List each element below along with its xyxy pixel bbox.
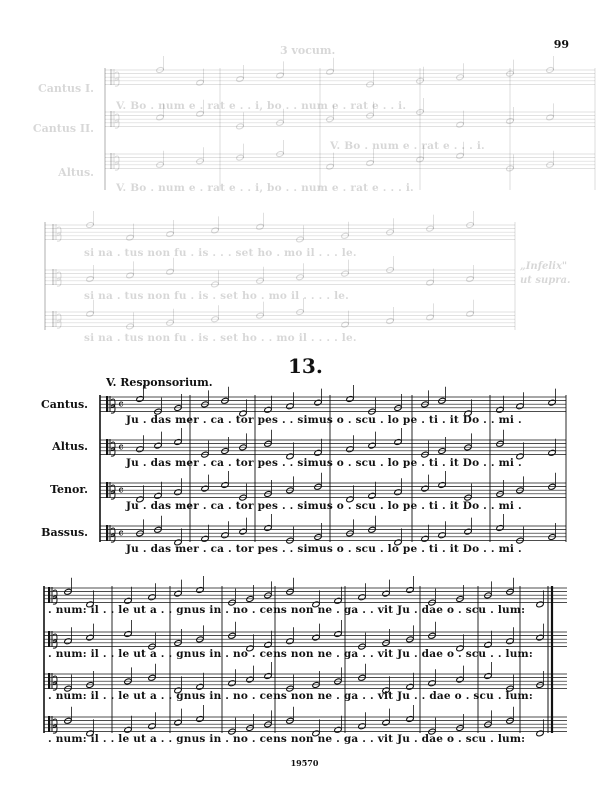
lyric-s2-altus: . num: il . . le ut a . . gnus in . no . cens non ne . ga . . vit Ju . dae o . scu . . lum: — [48, 648, 533, 660]
note — [438, 482, 446, 489]
page-number: 99 — [553, 38, 569, 51]
note — [536, 601, 544, 608]
note — [464, 528, 472, 535]
note — [136, 496, 144, 503]
clef-icon — [110, 396, 111, 412]
clef-icon — [57, 272, 61, 286]
note — [174, 590, 182, 597]
clef-icon — [57, 227, 61, 241]
note — [239, 410, 247, 417]
note — [196, 587, 204, 594]
clef-icon — [115, 72, 119, 86]
clef-icon — [56, 311, 57, 327]
clef-icon — [106, 396, 108, 412]
bleed-voice-3: Altus. — [58, 166, 94, 179]
bleed-side-note: „Infelix" ut supra. — [520, 261, 571, 286]
plate-number: 19570 — [290, 758, 319, 768]
note — [536, 730, 544, 737]
bleed-lyric-4: si na . tus non fu . is . . . set ho . mo il . . . le. — [84, 247, 357, 259]
voice-label-altus: Altus. — [52, 440, 88, 453]
note — [221, 532, 229, 539]
voice-label-tenor: Tenor. — [50, 483, 88, 496]
note — [124, 726, 132, 733]
lyric-s1-altus: Ju . das mer . ca . tor pes . . simus o . scu . lo pe . ti . it Do . . mi . — [126, 457, 522, 469]
note — [496, 525, 504, 532]
note — [312, 634, 320, 641]
clef-icon — [52, 269, 54, 285]
note — [536, 634, 544, 641]
common-time-icon: 𝄴 — [118, 484, 124, 499]
note — [421, 535, 429, 542]
clef-icon — [114, 111, 115, 127]
voice-label-bassus: Bassus. — [41, 526, 88, 539]
bleed-lyric-2: V. Bo . num e . rat e . . . i. — [330, 140, 485, 152]
note — [516, 453, 524, 460]
note — [382, 590, 390, 597]
note — [496, 406, 504, 413]
clef-icon — [114, 153, 115, 169]
note — [394, 439, 402, 446]
clef-icon — [111, 485, 115, 499]
note — [516, 403, 524, 410]
note — [326, 163, 334, 170]
note — [246, 645, 254, 652]
note — [334, 597, 342, 604]
note — [334, 726, 342, 733]
bleed-lyric-1: V. Bo . num e . rat e . . i, bo . . num e . rat e . . i. — [116, 100, 407, 112]
note — [368, 492, 376, 499]
clef-icon — [115, 156, 119, 170]
note — [286, 403, 294, 410]
note — [276, 72, 284, 79]
lyric-s1-tenor: Ju . das mer . ca . tor pes . . simus o . scu . lo pe . ti . it Do . . mi . — [126, 500, 522, 512]
note — [174, 687, 182, 694]
note — [211, 227, 219, 234]
rubric: V. Responsorium. — [106, 376, 213, 389]
clef-icon — [52, 311, 54, 327]
note — [394, 539, 402, 546]
note — [314, 399, 322, 406]
note — [148, 594, 156, 601]
note — [366, 160, 374, 167]
note — [264, 673, 272, 680]
note — [196, 683, 204, 690]
note — [196, 110, 204, 117]
note — [484, 641, 492, 648]
note — [154, 442, 162, 449]
note — [406, 587, 414, 594]
clef-icon — [53, 719, 57, 733]
note — [456, 676, 464, 683]
note — [239, 528, 247, 535]
note — [174, 719, 182, 726]
note — [382, 719, 390, 726]
bleed-lyric-5: si na . tus non fu . is . set ho . mo il . . . . le. — [84, 290, 349, 302]
note — [246, 676, 254, 683]
note — [64, 638, 72, 645]
clef-icon — [111, 442, 115, 456]
clef-icon — [52, 631, 53, 647]
clef-icon — [48, 587, 50, 603]
note — [456, 121, 464, 128]
note — [126, 272, 134, 279]
note — [148, 723, 156, 730]
note — [406, 716, 414, 723]
common-time-icon: 𝄴 — [118, 398, 124, 413]
lyric-s1-cantus: Ju . das mer . ca . tor pes . . simus o . scu . lo pe . ti . it Do . . mi . — [126, 414, 522, 426]
note — [201, 535, 209, 542]
note — [86, 276, 94, 283]
note — [548, 449, 556, 456]
clef-icon — [56, 224, 57, 240]
note — [126, 234, 134, 241]
clef-icon — [114, 69, 115, 85]
note — [312, 730, 320, 737]
clef-icon — [52, 716, 53, 732]
lyric-s1-bassus: Ju . das mer . ca . tor pes . . simus o . scu . lo pe . ti . it Do . . mi . — [126, 543, 522, 555]
note — [264, 406, 272, 413]
note — [124, 631, 132, 638]
clef-icon — [52, 587, 53, 603]
note — [136, 446, 144, 453]
note — [426, 279, 434, 286]
clef-icon — [111, 399, 115, 413]
common-time-icon: 𝄴 — [118, 441, 124, 456]
note — [394, 489, 402, 496]
note — [456, 152, 464, 159]
note — [86, 634, 94, 641]
clef-icon — [110, 439, 111, 455]
bleed-lyric-3: V. Bo . num e . rat e . . i, bo . . num e . rat e . . . i. — [116, 182, 414, 194]
note — [546, 114, 554, 121]
note — [174, 489, 182, 496]
common-time-icon: 𝄴 — [118, 527, 124, 542]
clef-icon — [48, 673, 50, 689]
note — [334, 631, 342, 638]
note — [456, 645, 464, 652]
note — [358, 594, 366, 601]
note — [466, 276, 474, 283]
note — [326, 68, 334, 75]
clef-icon — [110, 482, 111, 498]
clef-icon — [111, 528, 115, 542]
clef-icon — [110, 153, 112, 169]
clef-icon — [52, 224, 54, 240]
clef-icon — [110, 525, 111, 541]
note — [428, 680, 436, 687]
note — [264, 525, 272, 532]
note — [548, 399, 556, 406]
clef-icon — [48, 631, 50, 647]
lyric-s2-bassus: . num: il . . le ut a . . gnus in . no . cens non ne . ga . . vit Ju . dae o . scu . lum: — [48, 733, 526, 745]
note — [86, 601, 94, 608]
piece-number: 13. — [288, 354, 323, 378]
note — [228, 680, 236, 687]
lyric-s2-tenor: . num: il . . le ut a . . gnus in . no . cens non ne . ga . . vit Ju . . dae o . scu . lum: — [48, 690, 533, 702]
note — [166, 231, 174, 238]
voice-label-cantus: Cantus. — [41, 398, 88, 411]
note — [156, 114, 164, 121]
note — [124, 597, 132, 604]
note — [196, 79, 204, 86]
note — [382, 687, 390, 694]
note — [358, 723, 366, 730]
clef-icon — [53, 676, 57, 690]
clef-icon — [110, 111, 112, 127]
note — [484, 673, 492, 680]
clef-icon — [106, 525, 108, 541]
note — [286, 453, 294, 460]
note — [426, 314, 434, 321]
clef-icon — [106, 482, 108, 498]
note — [506, 638, 514, 645]
note — [174, 439, 182, 446]
clef-icon — [57, 314, 61, 328]
note — [154, 492, 162, 499]
note — [386, 318, 394, 325]
note — [438, 532, 446, 539]
note — [314, 449, 322, 456]
note — [166, 268, 174, 275]
note — [406, 683, 414, 690]
clef-icon — [110, 69, 112, 85]
note — [341, 321, 349, 328]
bleed-heading: 3 vocum. — [280, 44, 336, 57]
note — [86, 310, 94, 317]
note — [464, 410, 472, 417]
note — [174, 539, 182, 546]
lyric-s2-cantus: . num: il . . le ut a . . gnus in . no . cens non ne . ga . . vit Ju . dae o . scu . lum: — [48, 604, 526, 616]
clef-icon — [48, 716, 50, 732]
note — [264, 641, 272, 648]
clef-icon — [106, 439, 108, 455]
clef-icon — [53, 590, 57, 604]
clef-icon — [53, 634, 57, 648]
note — [466, 310, 474, 317]
note — [346, 396, 354, 403]
bleed-voice-1: Cantus I. — [38, 82, 94, 95]
note — [136, 396, 144, 403]
note — [201, 485, 209, 492]
clef-icon — [52, 673, 53, 689]
note — [256, 223, 264, 230]
note — [346, 496, 354, 503]
bleed-voice-2: Cantus II. — [32, 122, 94, 135]
note — [421, 485, 429, 492]
note — [236, 76, 244, 83]
note — [196, 716, 204, 723]
note — [86, 730, 94, 737]
note — [221, 482, 229, 489]
clef-icon — [115, 114, 119, 128]
clef-icon — [56, 269, 57, 285]
note — [286, 638, 294, 645]
note — [346, 446, 354, 453]
note — [312, 601, 320, 608]
bleed-lyric-6: si na . tus non fu . is . set ho . . mo il . . . . le. — [84, 332, 357, 344]
note — [368, 442, 376, 449]
